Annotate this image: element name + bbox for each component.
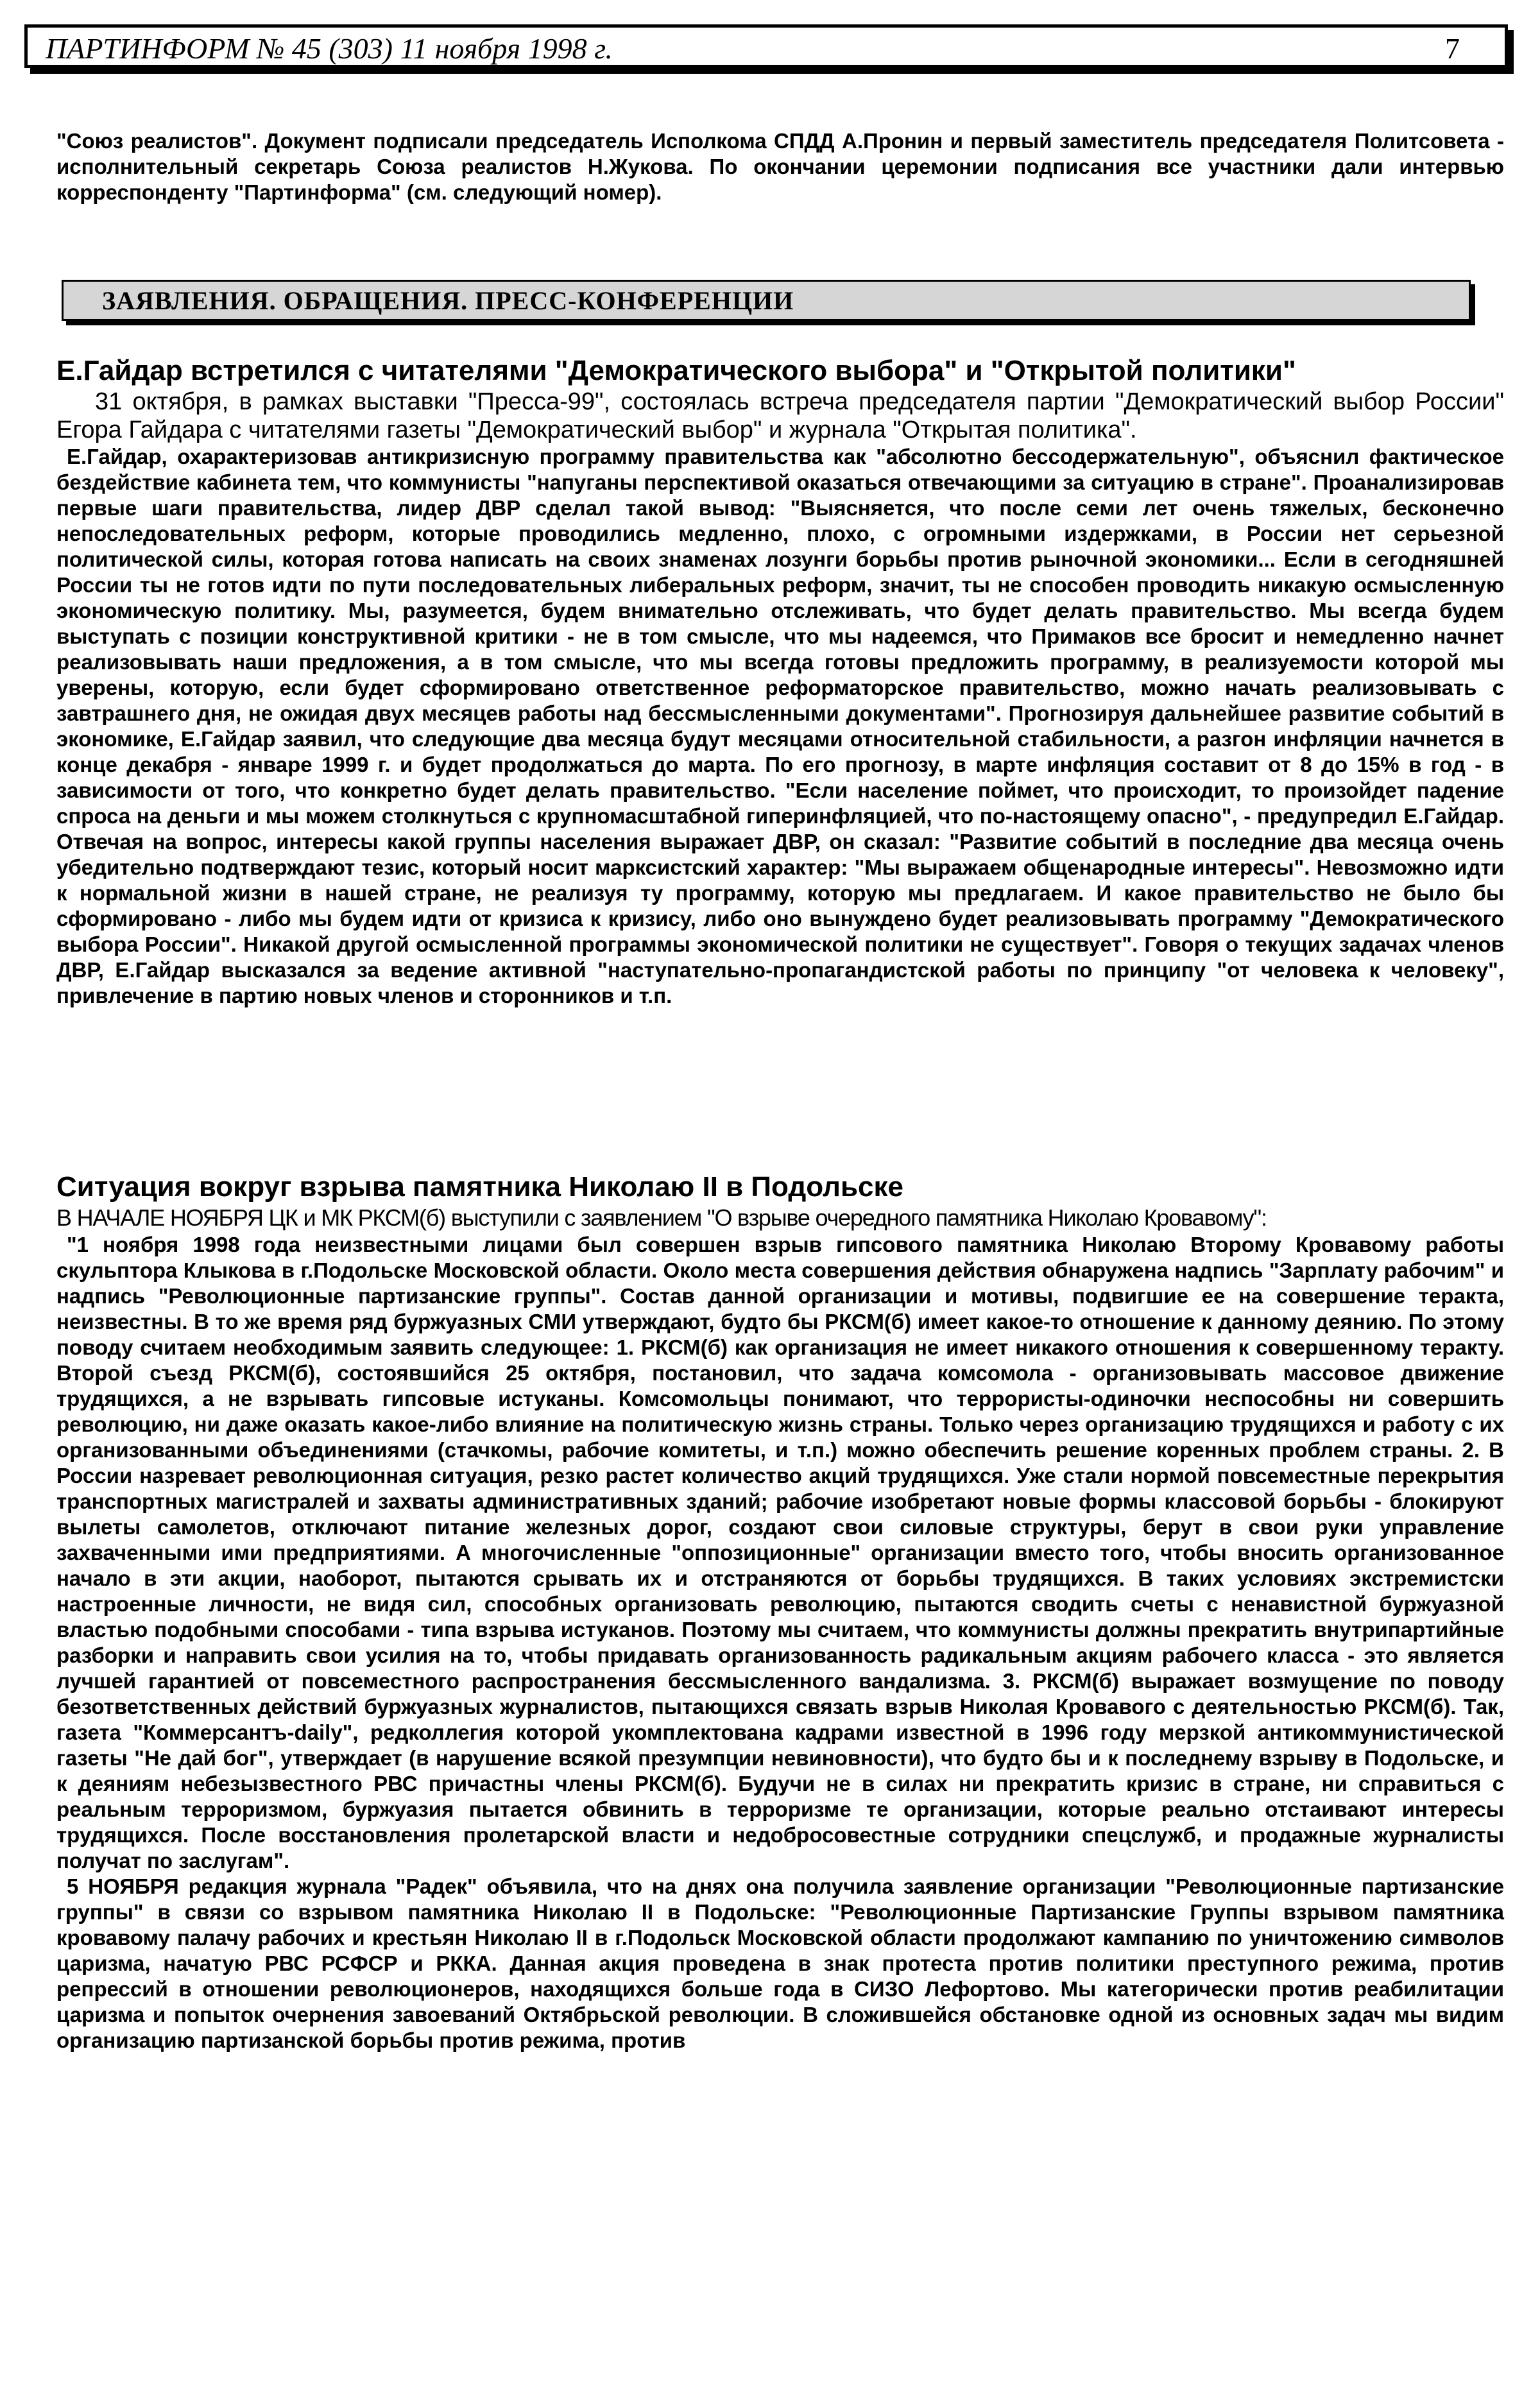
article-body: Е.Гайдар, охарактеризовав антикризисную программу правительства как "абсолютно бессодержательную", объяснил фактическое бездействие кабинета тем, что коммунисты "напуганы перспективой оказаться отвечающими за ситуацию в стране". Проанализировав первые шаги правительства, лидер ДВР сделал такой вывод: "Выясняется, что после семи лет очень тяжелых, бесконечно непоследовательных реформ, которые проводились медленно, плохо, с огромными издержками, в России нет серьезной политической силы, которая готова написать на своих знаменах лозунги борьбы против рыночной экономики... Если в сегодняшней России ты не готов идти по пути последовательных либеральных реформ, значит, ты не способен проводить никакую осмысленную экономическую политику. Мы, разумеется, будем внимательно отслеживать, что будет делать правительство. Мы всегда будем выступать с позиции конструктивной критики - не в том смысле, что мы надеемся, что Примаков все бросит и немедленно начнет реализовывать наши предложения, а в том смысле, что мы всегда готовы предложить программу, в реализуемости которой мы уверены, которую, если будет сформировано ответственное реформаторское правительство, можно начать реализовывать с завтрашнего дня, не ожидая двух месяцев работы над бессмысленными документами". Прогнозируя дальнейшее развитие событий в экономике, Е.Гайдар заявил, что следующие два месяца будут месяцами относительной стабильности, а разгон инфляции начнется в конце декабря - январе 1999 г. и будет продолжаться до марта. По его прогнозу, в марте инфляция составит от 8 до 15% в год - в зависимости от того, что конкретно будет делать правительство. "Если население поймет, что происходит, то произойдет падение спроса на деньги и мы можем столкнуться с крупномасштабной гиперинфляцией, что по-настоящему опасно", - предупредил Е.Гайдар. Отвечая на вопрос, интересы какой группы населения выражает ДВР, он сказал: "Развитие событий в последние два месяца очень убедительно подтверждают тезис, который носит марксистский характер: "Мы выражаем общенародные интересы". Невозможно идти к нормальной жизни в нашей стране, не реализуя ту программу, которую мы предлагаем. И какое правительство не было бы сформировано - либо мы будем идти от кризиса к кризису, либо оно вынуждено будет реализовывать программу "Демократического выбора России". Никакой другой осмысленной программы экономической политики не существует". Говоря о текущих задачах членов ДВР, Е.Гайдар высказался за ведение активной "наступательно-пропагандистской работы по принципу "от человека к человеку", привлечение в партию новых членов и сторонников и т.п. [56, 445, 1504, 1007]
intro-paragraph: "Союз реалистов". Документ подписали председатель Исполкома СПДД А.Пронин и первый заместитель председателя Политсовета - исполнительный секретарь Союза реалистов Н.Жукова. По окончании церемонии подписания все участники дали интервью корреспонденту "Партинформа" (см. следующий номер). [56, 129, 1504, 204]
publication-title: ПАРТИНФОРМ № 45 (303) 11 ноября 1998 г. [46, 32, 613, 65]
article-title: Е.Гайдар встретился с читателями "Демократического выбора" и "Открытой политики" [56, 355, 1296, 386]
article-podolsk [56, 1170, 1504, 2053]
article-gaidar [56, 354, 1504, 1009]
intro-section [56, 128, 1504, 205]
article-title: Ситуация вокруг взрыва памятника Николаю II в Подольске [56, 1171, 904, 1203]
section-title: ЗАЯВЛЕНИЯ. ОБРАЩЕНИЯ. ПРЕСС-КОНФЕРЕНЦИИ [102, 286, 794, 315]
section-header [62, 280, 1471, 321]
page-number: 7 [1445, 32, 1460, 65]
article-body: "1 ноября 1998 года неизвестными лицами был совершен взрыв гипсового памятника Николаю Второму Кровавому работы скульптора Клыкова в г.Подольске Московской области. Около места совершения действия обнаружена надпись "Зарплату рабочим" и надпись "Революционные партизанские группы". Состав данной организации и мотивы, подвигшие ее на совершение теракта, неизвестны. В то же время ряд буржуазных СМИ утверждают, будто бы РКСМ(б) имеет какое-то отношение к данному деянию. По этому поводу считаем необходимым заявить следующее: 1. РКСМ(б) как организация не имеет никакого отношения к совершенному теракту. Второй съезд РКСМ(б), состоявшийся 25 октября, постановил, что задача комсомола - организовывать массовое движение трудящихся, а не взрывать гипсовые истуканы. Комсомольцы понимают, что террористы-одиночки неспособны ни совершить революцию, ни даже оказать какое-либо влияние на политическую жизнь страны. Только через организацию трудящихся и работу с их организованными объединениями (стачкомы, рабочие комитеты, и т.п.) можно обеспечить решение коренных проблем страны. 2. В России назревает революционная ситуация, резко растет количество акций трудящихся. Уже стали нормой повсеместные перекрытия транспортных магистралей и захваты административных зданий; рабочие изобретают новые формы классовой борьбы - блокируют вылеты самолетов, отключают питание железных дорог, создают свои силовые структуры, берут в свои руки управление захваченными ими предприятиями. А многочисленные "оппозиционные" организации вместо того, чтобы вносить организованное начало в эти акции, наоборот, пытаются срывать их и отстраняются от борьбы трудящихся. В таких условиях экстремистски настроенные личности, не видя сил, способных организовать революцию, пытаются сводить счеты с ненавистной буржуазной властью подобными способами - типа взрыва истуканов. Поэтому мы считаем, что коммунисты должны прекратить внутрипартийные разборки и направить свои усилия на то, чтобы придавать организованность радикальным акциям рабочего класса - это является лучшей гарантией от повсеместного распространения бессмысленного вандализма. 3. РКСМ(б) выражает возмущение по поводу безответственных действий буржуазных журналистов, пытающихся связать взрыв Николая Кровавого с деятельностью РКСМ(б). Так, газета "Коммерсантъ-daily", редколлегия которой укомплектована кадрами известной в 1996 году мерзкой антикоммунистической газеты "Не дай бог", утверждает (в нарушение всякой презумпции невиновности), что будто бы и к последнему взрыву в Подольске, и к деяниям небезызвестного РВС причастны члены РКСМ(б). Будучи не в силах ни прекратить кризис в стране, ни справиться с реальным терроризмом, буржуазия пытается обвинить в терроризме те организации, которые реально отстаивают интересы трудящихся. После восстановления пролетарской власти и недобросовестные сотрудники спецслужб, и продажные журналисты получат по заслугам". [56, 1233, 1504, 1872]
page-header [24, 24, 1508, 68]
article-lead: 31 октября, в рамках выставки "Пресса-99", состоялась встреча председателя партии "Демократический выбор России" Егора Гайдара с читателями газеты "Демократический выбор" и журнала "Открытая политика". [56, 388, 1504, 443]
article-body: 5 НОЯБРЯ редакция журнала "Радек" объявила, что на днях она получила заявление организации "Революционные партизанские группы" в связи со взрывом памятника Николаю II в Подольске: "Революционные Партизанские Группы взрывом памятника кровавому палачу рабочих и крестьян Николаю II в г.Подольск Московской области продолжают кампанию по уничтожению символов царизма, начатую РВС РСФСР и РККА. Данная акция проведена в знак протеста против политики преступного режима, против репрессий в отношении революционеров, находящихся больше года в СИЗО Лефортово. Мы категорически против реабилитации царизма и попыток очернения завоеваний Октябрьской революции. В сложившейся обстановке одной из основных задач мы видим организацию партизанской борьбы против режима, против [56, 1874, 1504, 2052]
article-lead: В НАЧАЛЕ НОЯБРЯ ЦК и МК РКСМ(б) выступили с заявлением "О взрыве очередного памятника Николаю Кровавому": [56, 1204, 1267, 1231]
